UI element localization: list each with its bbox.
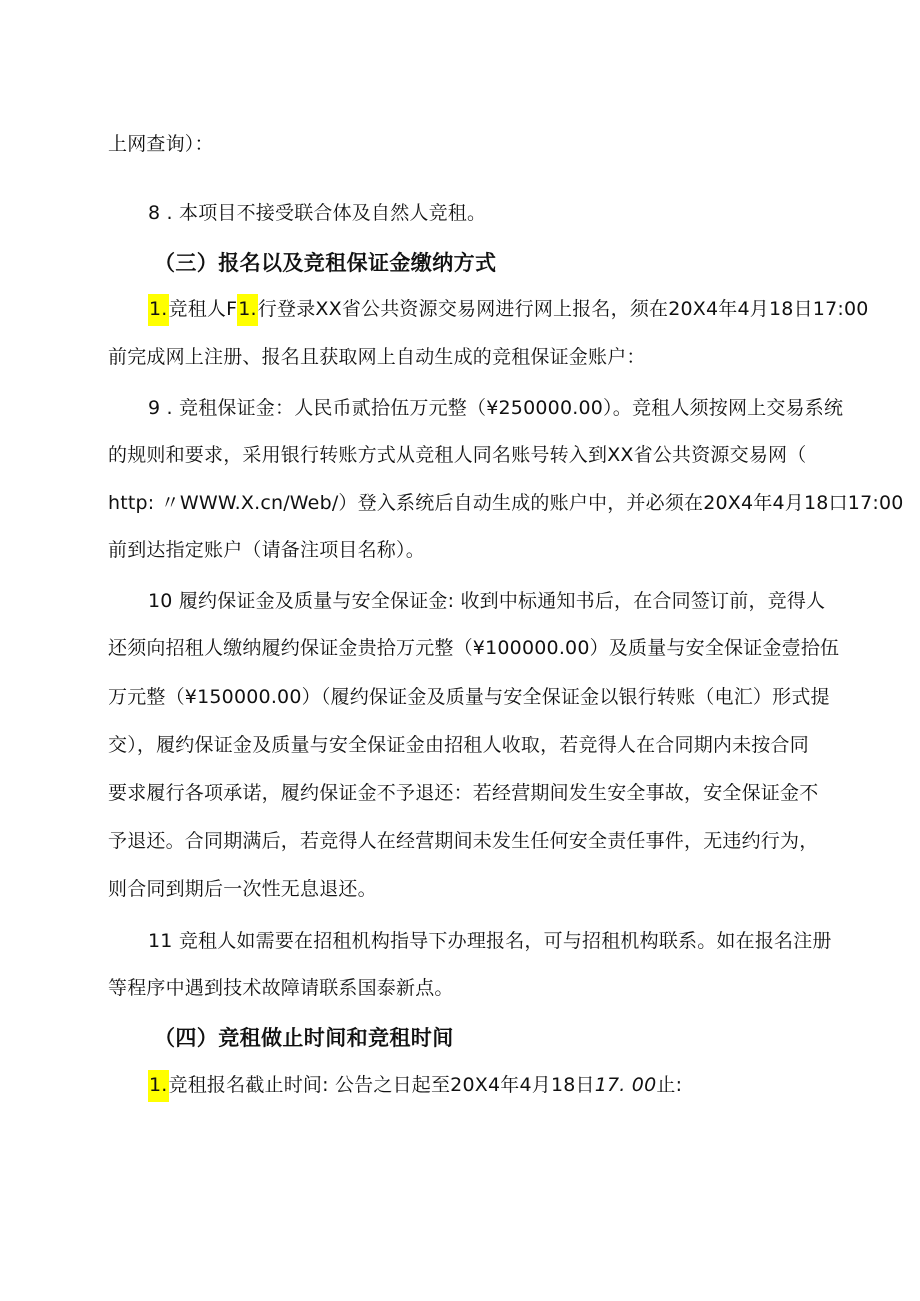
paragraph-line: 等程序中遇到技术故障请联系国泰新点。: [108, 977, 454, 999]
paragraph-text: 竞租人F: [168, 298, 238, 320]
paragraph-text: 行登录XX省公共资源交易网进行网上报名，须在20X4年4月18日17:00: [257, 298, 869, 320]
paragraph-line: 交），履约保证金及质量与安全保证金由招租人收取，若竞得人在合同期内未按合同: [108, 734, 809, 756]
list-item-1: [148, 296, 869, 322]
list-item-10: 10 履约保证金及质量与安全保证金: 收到中标通知书后，在合同签订前，竞得人: [148, 590, 826, 612]
paragraph-text: 止:: [656, 1074, 683, 1096]
highlight-mark: 1.: [148, 1070, 169, 1102]
paragraph-line: 万元整（¥150000.00）（履约保证金及质量与安全保证金以银行转账（电汇）形式提: [108, 686, 830, 708]
paragraph-line: 则合同到期后一次性无息退还。: [108, 878, 377, 900]
paragraph-line: 还须向招租人缴纳履约保证金贵拾万元整（¥100000.00）及质量与安全保证金壹拾伍: [108, 637, 840, 659]
highlight-mark: 1.: [237, 294, 258, 326]
section-heading-4: （四）竞租做止时间和竞租时间: [154, 1026, 454, 1050]
list-item-11: 11 竞租人如需要在招租机构指导下办理报名，可与招租机构联系。如在报名注册: [148, 930, 832, 952]
deadline-time: 17. 00: [594, 1074, 657, 1096]
paragraph-line: 前到达指定账户（请备注项目名称）。: [108, 539, 425, 561]
list-item-8: 8 . 本项目不接受联合体及自然人竞租。: [148, 202, 487, 224]
paragraph-line: 要求履行各项承诺，履约保证金不予退还：若经营期间发生安全事故，安全保证金不: [108, 782, 819, 804]
paragraph-text: 竞租报名截止时间: 公告之日起至20X4年4月18日: [168, 1074, 595, 1096]
paragraph-line: 予退还。合同期满后，若竞得人在经营期间未发生任何安全责任事件，无违约行为，: [108, 830, 819, 852]
paragraph-line: http: 〃WWW.X.cn/Web/）登入系统后自动生成的账户中，并必须在20X4年4月18口17:00: [108, 492, 904, 514]
section-heading-3: （三）报名以及竞租保证金缴纳方式: [154, 251, 497, 275]
paragraph-line: 上网查询）：: [108, 133, 214, 155]
list-item-9: 9 . 竞租保证金：人民币贰拾伍万元整（¥250000.00）。竞租人须按网上交易系统: [148, 397, 844, 419]
highlight-mark: 1.: [148, 294, 169, 326]
paragraph-line: 的规则和要求，采用银行转账方式从竞租人同名账号转入到XX省公共资源交易网（: [108, 444, 807, 466]
list-item-1: [148, 1072, 682, 1098]
paragraph-line: 前完成网上注册、报名且获取网上自动生成的竞租保证金账户：: [108, 346, 646, 368]
